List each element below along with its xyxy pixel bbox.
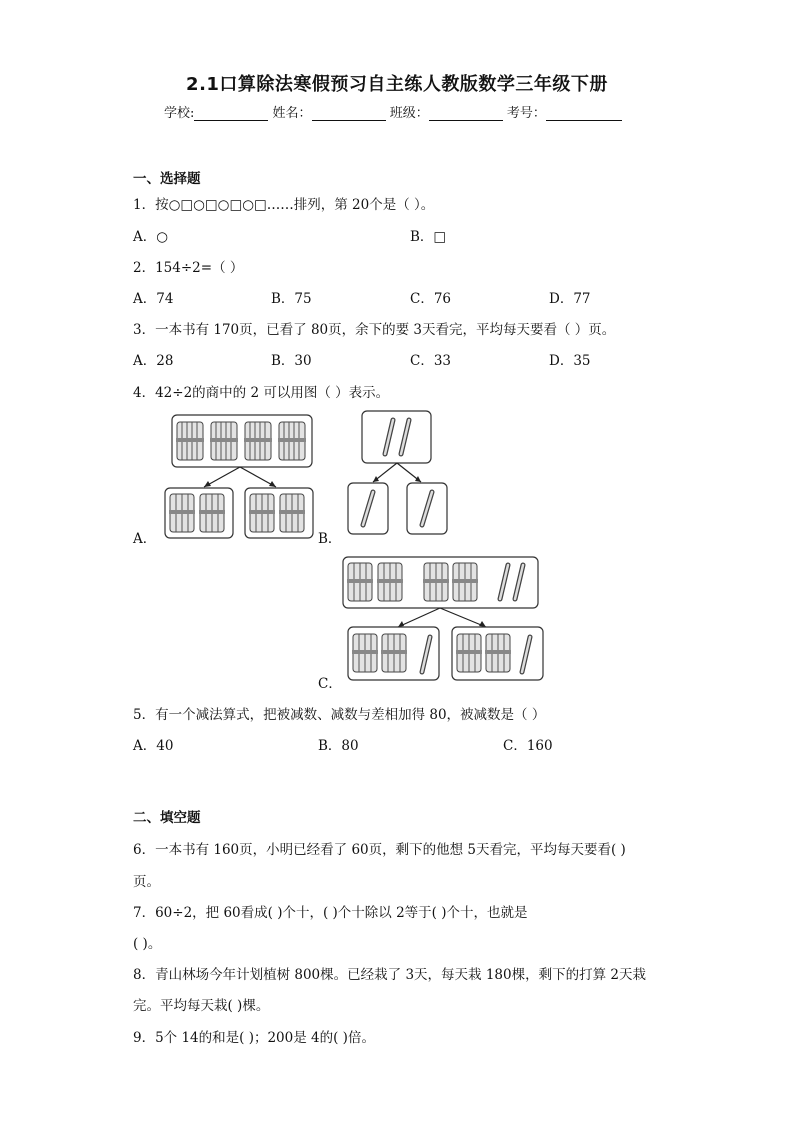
q1-option-a[interactable]: A．○	[133, 229, 169, 245]
q3-option-d[interactable]: D．35	[549, 353, 591, 369]
q4-option-b[interactable]: B．	[318, 531, 342, 547]
question-7-line-1: 7．60÷2，把 60看成( )个十，( )个十除以 2等于( )个十，也就是	[133, 905, 528, 921]
question-3: 3．一本书有 170页，已看了 80页，余下的要 3天看完，平均每天要看（ ）页。	[133, 322, 616, 338]
question-2: 2．154÷2=（ ）	[133, 260, 244, 276]
question-1: 1．按○□○□○□○□……排列，第 20个是（ ）。	[133, 197, 435, 213]
school-label: 学校:	[164, 106, 195, 121]
q3-option-c[interactable]: C．33	[410, 353, 452, 369]
exam-number-blank[interactable]	[546, 106, 622, 121]
question-7-line-2: ( )。	[133, 936, 162, 952]
q5-option-a[interactable]: A．40	[133, 738, 174, 754]
name-blank[interactable]	[312, 106, 386, 121]
student-info-line	[164, 102, 622, 121]
q3-option-a[interactable]: A．28	[133, 353, 174, 369]
question-6-line-2: 页。	[133, 874, 160, 890]
question-9: 9．5个 14的和是( )；200是 4的( )倍。	[133, 1030, 375, 1046]
figure-b-top-box	[362, 411, 431, 463]
q5-option-c[interactable]: C．160	[503, 738, 553, 754]
q2-option-c[interactable]: C．76	[410, 291, 452, 307]
question-6-line-1: 6．一本书有 160页，小明已经看了 60页，剩下的他想 5天看完，平均每天要看( )	[133, 842, 626, 858]
class-blank[interactable]	[429, 106, 503, 121]
bundle-icon	[176, 422, 306, 460]
name-label: 姓名：	[272, 106, 312, 121]
q1-option-b[interactable]: B．□	[410, 229, 447, 245]
question-4: 4．42÷2的商中的 2 可以用图（ ）表示。	[133, 385, 390, 401]
q4-option-c[interactable]: C．	[318, 676, 342, 692]
q2-option-b[interactable]: B．75	[271, 291, 312, 307]
q4-figure-c	[340, 555, 550, 685]
q3-option-b[interactable]: B．30	[271, 353, 312, 369]
question-8-line-1: 8．青山林场今年计划植树 800棵。已经栽了 3天，每天栽 180棵，剩下的打算 2天栽	[133, 967, 646, 983]
question-5: 5．有一个减法算式，把被减数、减数与差相加得 80，被减数是（ ）	[133, 707, 546, 723]
exam-number-label: 考号：	[506, 106, 546, 121]
page-title: 2.1口算除法寒假预习自主练人教版数学三年级下册	[186, 74, 608, 95]
stick-icon	[385, 420, 409, 454]
q2-option-a[interactable]: A．74	[133, 291, 174, 307]
question-8-line-2: 完。平均每天栽( )棵。	[133, 998, 270, 1014]
class-label: 班级：	[389, 106, 429, 121]
q4-option-a[interactable]: A．	[133, 531, 157, 547]
q4-figure-a	[160, 412, 320, 542]
section-heading-choice: 一、选择题	[133, 171, 201, 187]
q4-figure-b	[345, 410, 455, 540]
school-blank[interactable]	[194, 106, 268, 121]
section-heading-fill-blank: 二、填空题	[133, 810, 201, 826]
q2-option-d[interactable]: D．77	[549, 291, 591, 307]
q5-option-b[interactable]: B．80	[318, 738, 359, 754]
